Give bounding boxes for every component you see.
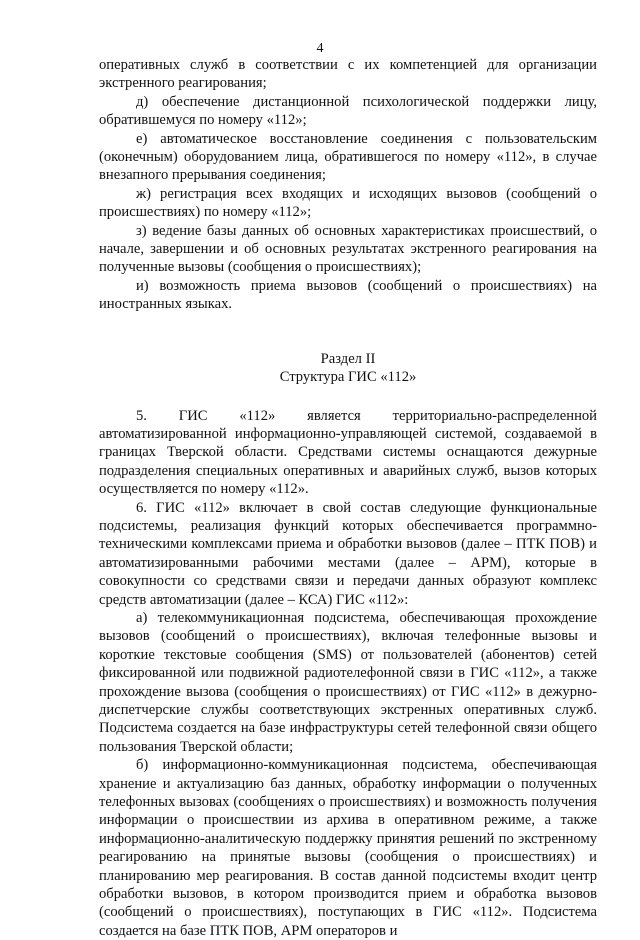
page-number: 4 <box>0 40 640 58</box>
section-label: Раздел II <box>99 350 597 368</box>
paragraph: 5. ГИС «112» является территориально-распределенной автоматизированной информационно-управляющей системой, создаваемой в границах Тверской области. Средствами системы оснащаются дежурные подразделения специальных оперативных и аварийных служб, вызов которых осуществляется по номеру «112». <box>99 407 597 499</box>
paragraph: и) возможность приема вызовов (сообщений о происшествиях) на иностранных языках. <box>99 277 597 314</box>
paragraph: з) ведение базы данных об основных характеристиках происшествий, о начале, завершении и об основных результатах экстренного реагирования на полученные вызовы (сообщения о происшествиях); <box>99 222 597 277</box>
section-title: Структура ГИС «112» <box>99 368 597 386</box>
paragraph: оперативных служб в соответствии с их компетенцией для организации экстренного реагирования; <box>99 56 597 93</box>
section-body <box>99 407 597 940</box>
list-continuation <box>99 56 597 314</box>
paragraph: б) информационно-коммуникационная подсистема, обеспечивающая хранение и актуализацию баз данных, обработку информации о полученных телефонных вызовах (сообщениях о происшествиях) и возможность получения информации о происшествии из архива в оперативном режиме, а также информационно-аналитическую поддержку принятия решений по экстренному реагированию на принятые вызовы (сообщения о происшествиях) и планированию мер реагирования. В состав данной подсистемы входит центр обработки вызовов, в котором производится прием и обработка вызовов (сообщений о происшествиях), поступающих в ГИС «112». Подсистема создается на базе ПТК ПОВ, АРМ операторов и <box>99 756 597 940</box>
document-body <box>99 56 597 940</box>
paragraph: е) автоматическое восстановление соединения с пользовательским (оконечным) оборудованием лица, обратившегося по номеру «112», в случае внезапного прерывания соединения; <box>99 130 597 185</box>
paragraph: а) телекоммуникационная подсистема, обеспечивающая прохождение вызовов (сообщений о происшествиях), включая телефонные вызовы и короткие текстовые сообщения (SMS) от пользователей (абонентов) сетей фиксированной или подвижной радиотелефонной связи в ГИС «112», а также прохождение вызова (сообщения о происшествиях) от ГИС «112» в дежурно-диспетчерские службы соответствующих экстренных оперативных служб. Подсистема создается на базе инфраструктуры сетей телефонной связи общего пользования Тверской области; <box>99 609 597 756</box>
paragraph: 6. ГИС «112» включает в свой состав следующие функциональные подсистемы, реализация функций которых обеспечивается программно-техническими комплексами приема и обработки вызовов (далее – ПТК ПОВ) и автоматизированными рабочими местами (далее – АРМ), которые в совокупности со средствами связи и передачи данных образуют комплекс средств автоматизации (далее – КСА) ГИС «112»: <box>99 499 597 609</box>
paragraph: ж) регистрация всех входящих и исходящих вызовов (сообщений о происшествиях) по номеру «112»; <box>99 185 597 222</box>
paragraph: д) обеспечение дистанционной психологической поддержки лицу, обратившемуся по номеру «112»; <box>99 93 597 130</box>
